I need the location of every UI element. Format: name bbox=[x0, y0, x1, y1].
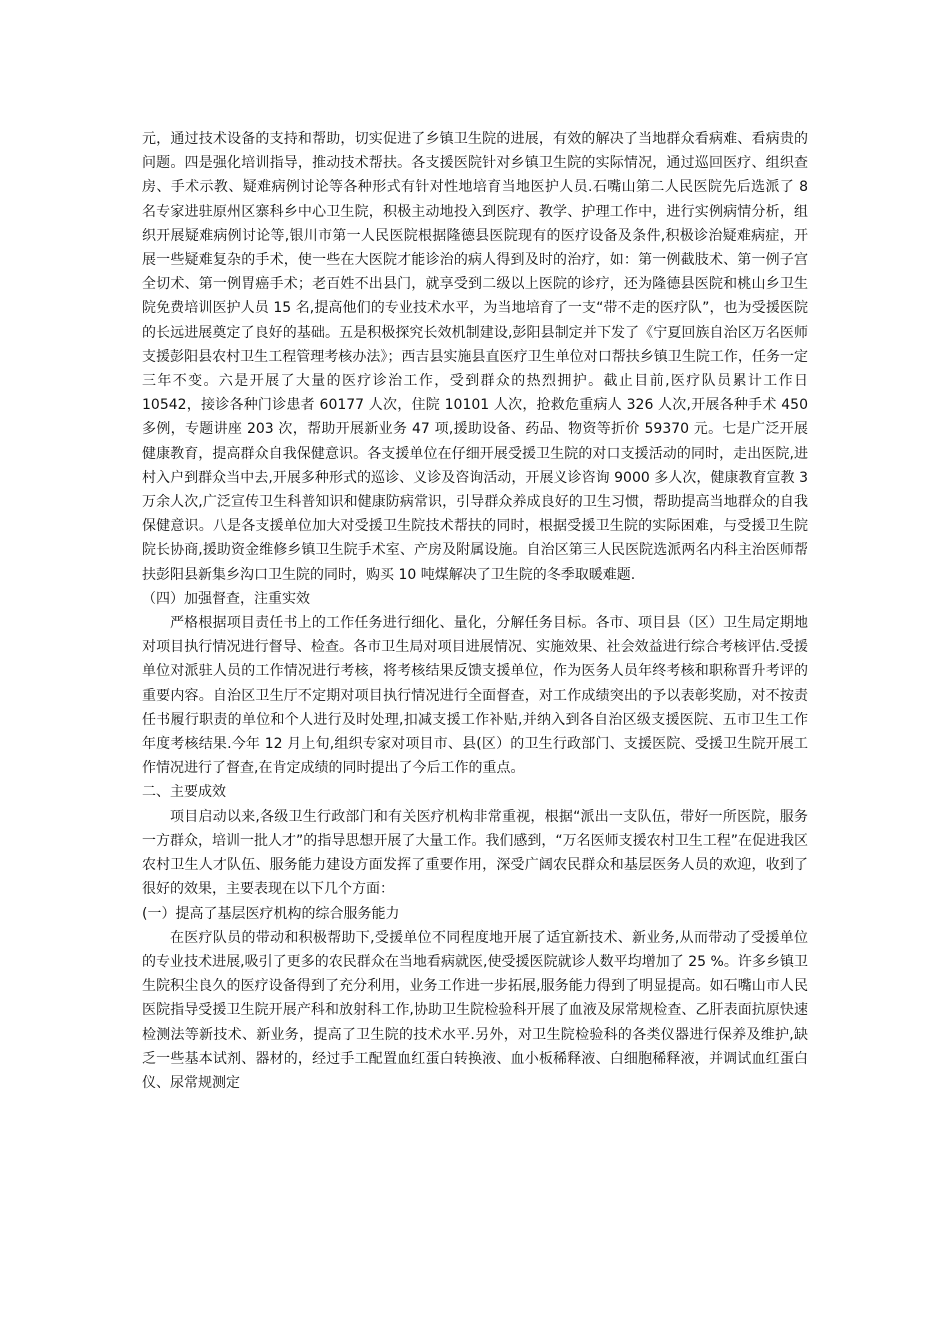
section-heading-main-results: 二、主要成效 bbox=[142, 784, 226, 801]
document-page bbox=[142, 127, 808, 1095]
paragraph-supervision: 严格根据项目责任书上的工作任务进行细化、量化，分解任务目标。各市、项目县（区）卫生局定期地对项目执行情况进行督导、检查。各市卫生局对项目进展情况、实施效果、社会效益进行综合考核评估.受援单位对派驻人员的工作情况进行考核，将考核结果反馈支援单位，作为医务人员年终考核和职称晋升考评的重要内容。自治区卫生厅不定期对项目执行情况进行全面督查，对工作成绩突出的予以表彰奖励，对不按责任书履行职责的单位和个人进行及时处理,扣减支援工作补贴,并纳入到各自治区级支援医院、五市卫生工作年度考核结果.今年 12 月上旬,组织专家对项目市、县(区）的卫生行政部门、支援医院、受援卫生院开展工作情况进行了督查,在肯定成绩的同时提出了今后工作的重点。 bbox=[142, 615, 808, 777]
paragraph-aid-measures: 元，通过技术设备的支持和帮助，切实促进了乡镇卫生院的进展，有效的解决了当地群众看病难、看病贵的问题。四是强化培训指导，推动技术帮扶。各支援医院针对乡镇卫生院的实际情况，通过巡回医疗、组织查房、手术示教、疑难病例讨论等各种形式有针对性地培育当地医护人员.石嘴山第二人民医院先后选派了 8 名专家进驻原州区寨科乡中心卫生院，积极主动地投入到医疗、教学、护理工作中，进行实例病情分析，组织开展疑难病例讨论等,银川市第一人民医院根据隆德县医院现有的医疗设备及条件,积极诊治疑难病症，开展一些疑难复杂的手术，使一些在大医院才能诊治的病人得到及时的治疗，如：第一例截肢术、第一例子宫全切术、第一例胃癌手术；老百姓不出县门，就享受到二级以上医院的诊疗，还为隆德县医院和桃山乡卫生院免费培训医护人员 15 名,提高他们的专业技术水平，为当地培育了一支“带不走的医疗队”，也为受援医院的长远进展奠定了良好的基础。五是积极探究长效机制建设,彭阳县制定并下发了《宁夏回族自治区万名医师支援彭阳县农村卫生工程管理考核办法》；西吉县实施县直医疗卫生单位对口帮扶乡镇卫生院工作，任务一定三年不变。六是开展了大量的医疗诊治工作，受到群众的热烈拥护。截止目前,医疗队员累计工作日 10542，接诊各种门诊患者 60177 人次，住院 10101 人次，抢救危重病人 326 人次,开展各种手术 450 多例，专题讲座 203 次，帮助开展新业务 47 项,援助设备、药品、物资等折价 59370 元。七是广泛开展健康教育，提高群众自我保健意识。各支援单位在仔细开展受援卫生院的对口支援活动的同时，走出医院,进村入户到群众当中去,开展多种形式的巡诊、义诊及咨询活动，开展义诊咨询 9000 多人次，健康教育宣教 3 万余人次,广泛宣传卫生科普知识和健康防病常识，引导群众养成良好的卫生习惯，帮助提高当地群众的自我保健意识。八是各支援单位加大对受援卫生院技术帮扶的同时，根据受援卫生院的实际困难，与受援卫生院院长协商,援助资金维修乡镇卫生院手术室、产房及附属设施。自治区第三人民医院选派两名内科主治医师帮扶彭阳县新集乡沟口卫生院的同时，购买 10 吨煤解决了卫生院的冬季取暖难题. bbox=[142, 131, 808, 583]
section-heading-supervision: （四）加强督查，注重实效 bbox=[142, 590, 310, 607]
paragraph-service-capacity: 在医疗队员的带动和积极帮助下,受援单位不同程度地开展了适宜新技术、新业务,从而带动了受援单位的专业技术进展,吸引了更多的农民群众在当地看病就医,使受援医院就诊人数平均增加了 25 %。许多乡镇卫生院积尘良久的医疗设备得到了充分利用，业务工作进一步拓展,服务能力得到了明显提高。如石嘴山市人民医院指导受援卫生院开展产科和放射科工作,协助卫生院检验科开展了血液及尿常规检查、乙肝表面抗原快速检测法等新技术、新业务，提高了卫生院的技术水平.另外，对卫生院检验科的各类仪器进行保养及维护,缺乏一些基本试剂、器材的，经过手工配置血红蛋白转换液、血小板稀释液、白细胞稀释液，并调试血红蛋白仪、尿常规测定 bbox=[142, 929, 808, 1091]
paragraph-main-results-intro: 项目启动以来,各级卫生行政部门和有关医疗机构非常重视，根据“派出一支队伍，带好一所医院，服务一方群众，培训一批人才”的指导思想开展了大量工作。我们感到，“万名医师支援农村卫生工程”在促进我区农村卫生人才队伍、服务能力建设方面发挥了重要作用，深受广阔农民群众和基层医务人员的欢迎，收到了很好的效果，主要表现在以下几个方面： bbox=[142, 808, 808, 898]
section-heading-service-capacity: (一）提高了基层医疗机构的综合服务能力 bbox=[142, 905, 400, 922]
